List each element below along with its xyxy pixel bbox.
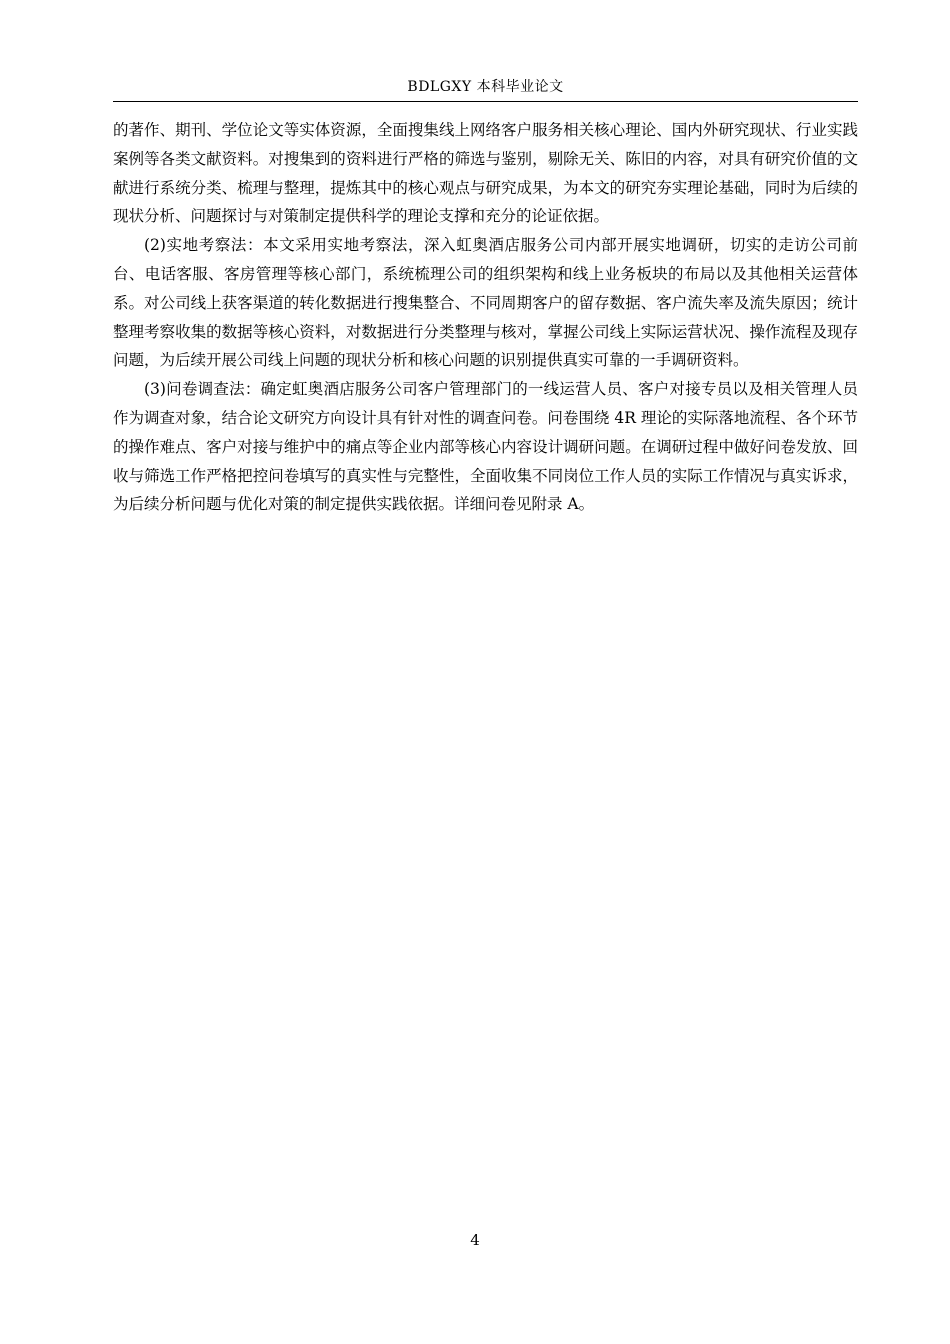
- header-divider: [113, 101, 858, 102]
- paragraph-questionnaire-method: (3)问卷调查法：确定虹奥酒店服务公司客户管理部门的一线运营人员、客户对接专员以及相关管理人员作为调查对象，结合论文研究方向设计具有针对性的调查问卷。问卷围绕 4R 理论的实际落地流程、各个环节的操作难点、客户对接与维护中的痛点等企业内部等核心内容设计调研问题。在调研过程中做好问卷发放、回收与筛选工作严格把控问卷填写的真实性与完整性，全面收集不同岗位工作人员的实际工作情况与真实诉求，为后续分析问题与优化对策的制定提供实践依据。详细问卷见附录 A。: [113, 380, 858, 514]
- paragraph-literature-continuation: 的著作、期刊、学位论文等实体资源，全面搜集线上网络客户服务相关核心理论、国内外研究现状、行业实践案例等各类文献资料。对搜集到的资料进行严格的筛选与鉴别，剔除无关、陈旧的内容，对具有研究价值的文献进行系统分类、梳理与整理，提炼其中的核心观点与研究成果，为本文的研究夯实理论基础，同时为后续的现状分析、问题探讨与对策制定提供科学的理论支撑和充分的论证依据。: [113, 121, 858, 226]
- paragraph-field-survey-method: (2)实地考察法：本文采用实地考察法，深入虹奥酒店服务公司内部开展实地调研，切实的走访公司前台、电话客服、客房管理等核心部门，系统梳理公司的组织架构和线上业务板块的布局以及其他相关运营体系。对公司线上获客渠道的转化数据进行搜集整合、不同周期客户的留存数据、客户流失率及流失原因；统计整理考察收集的数据等核心资料，对数据进行分类整理与核对，掌握公司线上实际运营状况、操作流程及现存问题，为后续开展公司线上问题的现状分析和核心问题的识别提供真实可靠的一手调研资料。: [113, 236, 858, 370]
- page-number: 4: [470, 1231, 480, 1249]
- running-header: BDLGXY 本科毕业论文: [407, 79, 564, 95]
- body-text: [113, 116, 858, 519]
